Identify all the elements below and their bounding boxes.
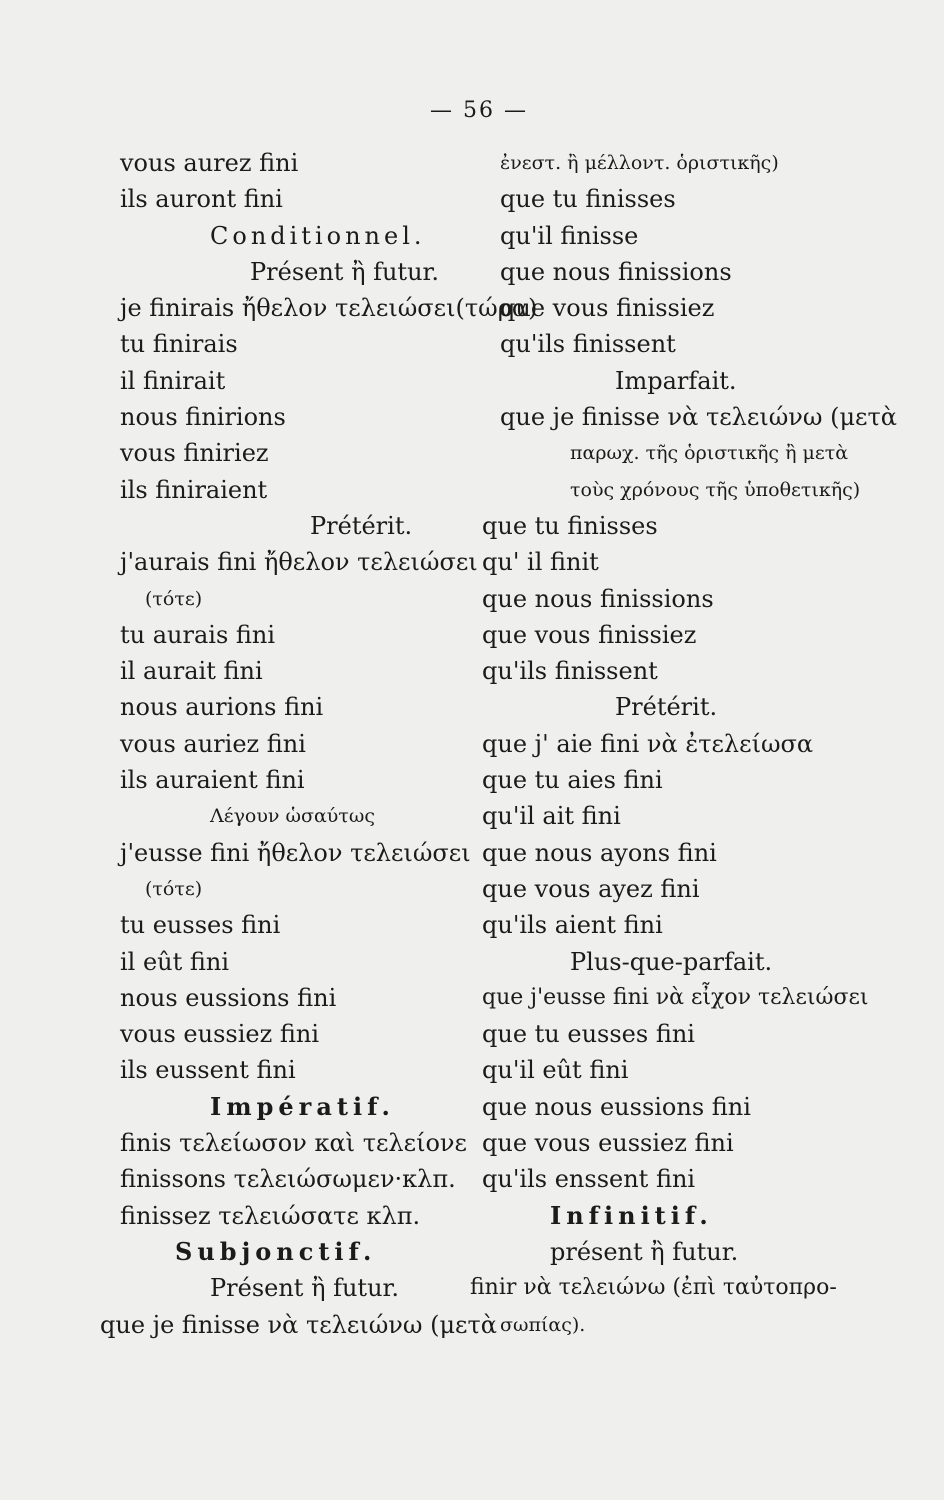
text-line: vous eussiez fini [120,1020,319,1049]
right-column [470,145,900,1343]
text-line: τοὺς χρόνους τῆς ὑποθετικῆς) [570,478,861,501]
text-line: j'aurais fini ἤθελον τελειώσει [120,548,478,577]
subheading: Présent ἢ futur. [210,1274,399,1303]
text-line: il finirait [120,366,226,395]
text-line: nous eussions fini [120,983,337,1012]
text-line: que tu finisses [482,511,658,540]
text-line: qu'il ait fini [482,802,621,831]
text-line: ils finiraient [120,475,268,504]
text-line: Λέγουν ὡσαύτως [210,805,375,828]
subheading: Prétérit. [615,693,718,722]
subheading: Plus-que-parfait. [570,947,773,976]
text-line: que nous eussions fini [482,1092,751,1121]
text-line: tu eusses fini [120,911,281,940]
text-line: qu'ils aient fini [482,911,663,940]
text-line: nous aurions fini [120,693,324,722]
text-line: que je finisse νὰ τελειώνω (μετὰ [100,1310,497,1339]
text-line: vous auriez fini [120,729,306,758]
text-line: vous finiriez [120,439,269,468]
text-line: ἐνεστ. ἢ μέλλοντ. ὁριστικῆς) [500,152,779,174]
text-line: (τότε) [145,877,203,900]
text-line: que tu finisses [500,185,676,214]
text-line: que nous ayons fini [482,838,717,867]
text-line: que tu aies fini [482,766,663,795]
section-heading-infinitif: Infinitif. [550,1200,713,1230]
text-line: nous finirions [120,403,286,432]
text-line: j'eusse fini ἤθελον τελειώσει [120,838,471,867]
text-line: ils eussent fini [120,1056,296,1085]
text-line: que vous eussiez fini [482,1129,734,1158]
text-line: ils auront fini [120,185,283,214]
section-heading-imperatif: Impératif. [210,1091,395,1121]
section-heading-conditionnel: Conditionnel. [210,221,426,250]
section-heading-subjonctif: Subjonctif. [175,1236,377,1266]
text-line: qu' il finit [482,548,599,577]
text-line: il eût fini [120,947,230,976]
text-line: παρωχ. τῆς ὁριστικῆς ἢ μετὰ [570,442,849,465]
text-line: que vous finissiez [482,620,697,649]
text-line: que vous finissiez [500,294,715,323]
text-line: σωπίας). [500,1313,586,1336]
text-line: que nous finissions [500,257,732,286]
text-line: finis τελείωσον καὶ τελείονε [120,1129,467,1158]
text-line: tu aurais fini [120,620,276,649]
text-line: (τότε) [145,587,203,610]
text-line: tu finirais [120,330,238,359]
text-line: il aurait fini [120,657,263,686]
text-line: que nous finissions [482,584,714,613]
left-column [100,145,538,1343]
page-number: — 56 — [430,98,528,123]
subheading: présent ἢ futur. [550,1237,739,1266]
text-line: finissez τελειώσατε κλπ. [120,1201,421,1230]
text-line: qu'ils finissent [482,657,658,686]
text-line: vous aurez fini [120,149,299,177]
subheading: Prétérit. [310,511,413,540]
text-line: qu'il eût fini [482,1056,629,1085]
text-line: qu'ils enssent fini [482,1165,696,1194]
subheading: Imparfait. [615,366,737,395]
text-line: qu'il finisse [500,221,639,250]
text-line: finir νὰ τελειώνω (ἐπὶ ταὐτοπρο- [470,1275,837,1301]
text-line: ils auraient fini [120,766,305,795]
text-line: que vous ayez fini [482,874,700,903]
text-line: que j' aie fini νὰ ἐτελείωσα [482,729,814,758]
text-line: que je finisse νὰ τελειώνω (μετὰ [500,403,897,432]
text-line: que j'eusse fini νὰ εἶχον τελειώσει [482,984,869,1010]
text-line: qu'ils finissent [500,330,676,359]
text-line: finissons τελειώσωμεν·κλπ. [120,1165,456,1194]
subheading: Présent ἢ futur. [250,257,439,286]
text-line: je finirais ἤθελον τελειώσει(τώρα) [120,294,538,323]
text-line: que tu eusses fini [482,1020,695,1049]
